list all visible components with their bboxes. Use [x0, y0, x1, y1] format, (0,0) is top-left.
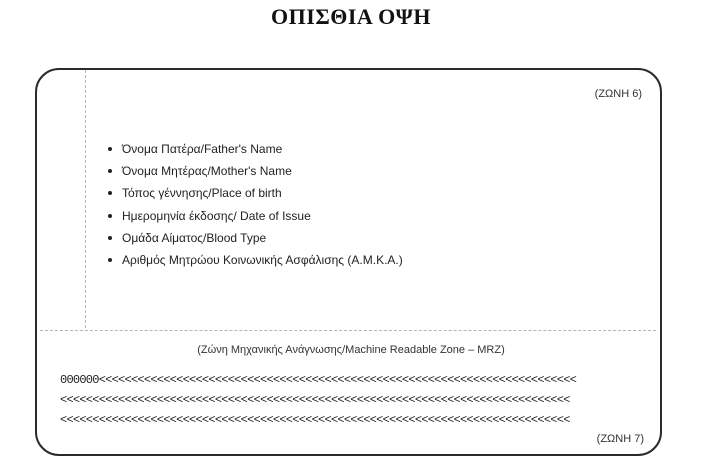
field-label-place-of-birth: Τόπος γέννησης/Place of birth [122, 186, 282, 201]
horizontal-dashed-divider [40, 330, 656, 331]
zone-6-label: (ΖΩΝΗ 6) [594, 88, 642, 100]
mrz-line-1: 000000<<<<<<<<<<<<<<<<<<<<<<<<<<<<<<<<<<<<<<<<<<<<<<<<<<<<<<<<<<<<<<<<<<<<<<<<<< [60, 373, 577, 387]
list-item [108, 138, 403, 160]
page-title: ΟΠΙΣΘΙΑ ΟΨΗ [271, 4, 431, 29]
bullet-icon [108, 214, 112, 218]
field-label-amka: Αριθμός Μητρώου Κοινωνικής Ασφάλισης (Α.Μ.Κ.Α.) [122, 253, 403, 268]
list-item [108, 249, 403, 271]
mrz-line-2: <<<<<<<<<<<<<<<<<<<<<<<<<<<<<<<<<<<<<<<<<<<<<<<<<<<<<<<<<<<<<<<<<<<<<<<<<<<<<<< [60, 393, 570, 407]
bullet-icon [108, 191, 112, 195]
list-item [108, 182, 403, 204]
field-label-mothers-name: Όνομα Μητέρας/Mother's Name [122, 164, 292, 179]
list-item [108, 227, 403, 249]
field-list [108, 138, 403, 271]
vertical-dashed-divider [85, 70, 86, 328]
mrz-line-3: <<<<<<<<<<<<<<<<<<<<<<<<<<<<<<<<<<<<<<<<<<<<<<<<<<<<<<<<<<<<<<<<<<<<<<<<<<<<<<< [60, 413, 570, 427]
list-item [108, 160, 403, 182]
list-item [108, 205, 403, 227]
mrz-label: (Ζώνη Μηχανικής Ανάγνωσης/Machine Readable Zone – MRZ) [197, 344, 505, 356]
bullet-icon [108, 236, 112, 240]
bullet-icon [108, 147, 112, 151]
field-label-fathers-name: Όνομα Πατέρα/Father's Name [122, 142, 283, 156]
bullet-icon [108, 169, 112, 173]
zone-7-label: (ΖΩΝΗ 7) [596, 433, 644, 445]
field-label-date-of-issue: Ημερομηνία έκδοσης/ Date of Issue [122, 208, 311, 223]
mrz-block [60, 370, 576, 430]
bullet-icon [108, 258, 112, 262]
field-label-blood-type: Ομάδα Αίματος/Blood Type [122, 230, 267, 245]
